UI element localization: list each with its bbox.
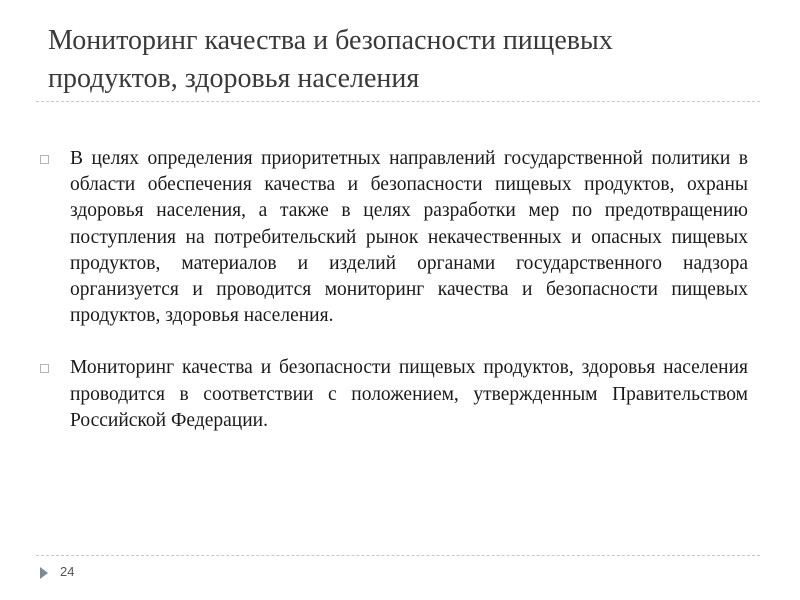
bullet-text-1: В целях определения приоритетных направлений государственной политики в области обеспечения качества и безопасности пищевых продуктов, охраны здоровья населения, а также в целях разработки мер по предотвращению поступления на потребительский рынок некачественных и опасных пищевых продуктов, материалов и изделий органами государственного надзора организуется и проводится мониторинг качества и безопасности пищевых продуктов, здоровья населения.: [70, 148, 748, 327]
page-number: 24: [60, 564, 75, 579]
title-divider: [36, 101, 760, 102]
bullet-list: [40, 146, 748, 434]
hollow-square-icon: [40, 364, 49, 373]
footer-divider: [36, 555, 760, 556]
slide-title: Мониторинг качества и безопасности пищевых продуктов, здоровья населения: [48, 25, 613, 94]
hollow-square-icon: [40, 155, 49, 164]
bullet-text-2: Мониторинг качества и безопасности пищевых продуктов, здоровья населения проводится в соответствии с положением, утвержденным Правительством Российской Федерации.: [70, 357, 748, 431]
triangle-right-icon: [40, 567, 48, 579]
bullet-item-2: [40, 355, 748, 434]
bullet-item-1: [40, 146, 748, 329]
